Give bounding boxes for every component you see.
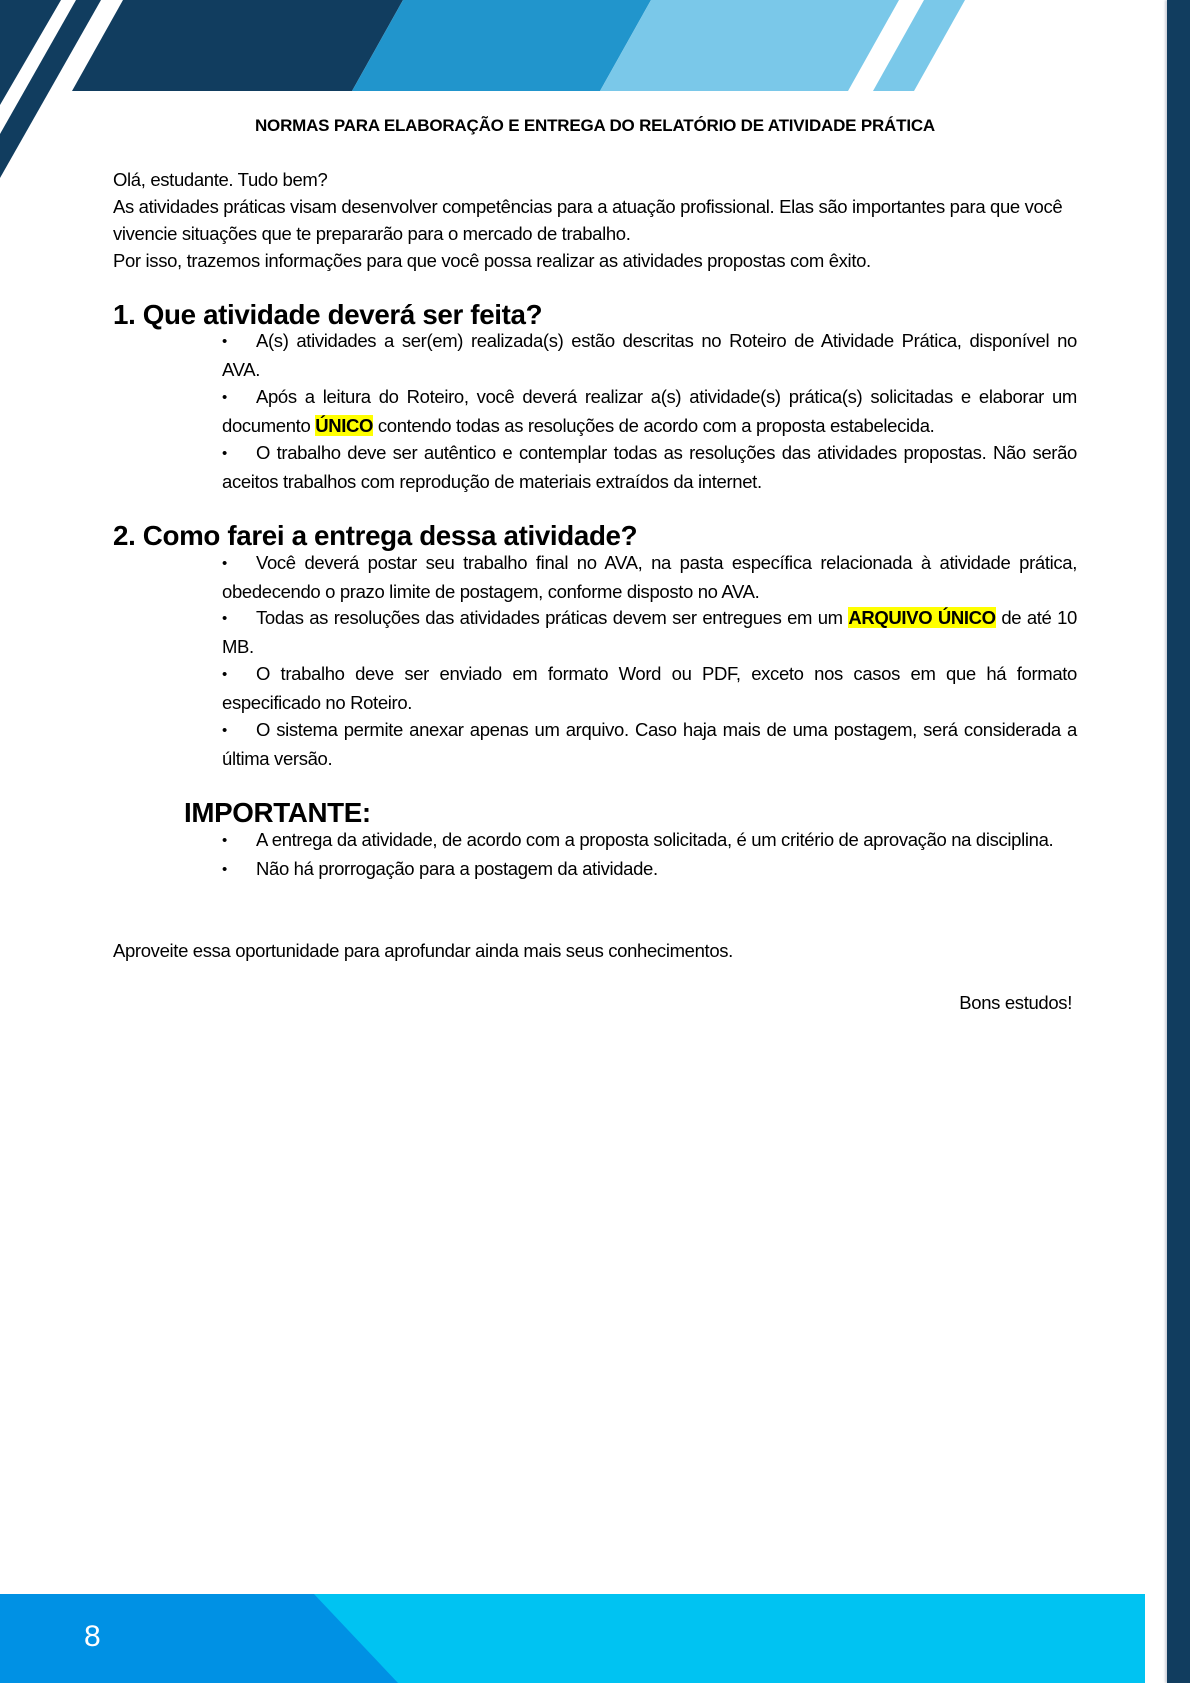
list-item: •Todas as resoluções das atividades práticas devem ser entregues em um ARQUIVO ÚNICO de até 10 MB. (222, 605, 1077, 661)
document-body (113, 113, 1077, 1017)
bullet-icon (222, 328, 256, 357)
bullet-icon (222, 856, 256, 885)
list-item: •A(s) atividades a ser(em) realizada(s) estão descritas no Roteiro de Atividade Prática, disponível no AVA. (222, 328, 1077, 384)
list-item: •Após a leitura do Roteiro, você deverá realizar a(s) atividade(s) prática(s) solicitadas e elaborar um documento ÚNICO contendo todas as resoluções de acordo com a proposta estabelecida. (222, 384, 1077, 440)
footer-bar (0, 1594, 1145, 1683)
section-2-list (222, 550, 1077, 773)
closing-text: Aproveite essa oportunidade para aprofundar ainda mais seus conhecimentos. (113, 939, 733, 961)
section-1-heading: 1. Que atividade deverá ser feita? (113, 298, 543, 330)
right-edge-stripe (1167, 0, 1190, 1683)
list-item: •Não há prorrogação para a postagem da atividade. (222, 856, 1077, 885)
section-2-heading: 2. Como farei a entrega dessa atividade? (113, 519, 638, 551)
header-navy-band (72, 0, 403, 91)
document-title: NORMAS PARA ELABORAÇÃO E ENTREGA DO RELATÓRIO DE ATIVIDADE PRÁTICA (254, 116, 936, 135)
greeting: Olá, estudante. Tudo bem? (113, 169, 328, 190)
list-item: •O trabalho deve ser autêntico e contemplar todas as resoluções das atividades propostas. Não serão aceitos trabalhos com reprodução de materiais extraídos da internet. (222, 440, 1077, 496)
important-heading: IMPORTANTE: (184, 796, 371, 828)
bullet-icon (222, 550, 256, 579)
bullet-icon (222, 440, 256, 469)
important-list (222, 827, 1077, 885)
list-item: •O trabalho deve ser enviado em formato Word ou PDF, exceto nos casos em que há formato especificado no Roteiro. (222, 661, 1077, 717)
list-item: •A entrega da atividade, de acordo com a proposta solicitada, é um critério de aprovação na disciplina. (222, 827, 1077, 856)
intro-paragraph: As atividades práticas visam desenvolver competências para a atuação profissional. Elas são importantes para que você vivencie situações que te prepararão para o mercado de trabalho. (113, 195, 1063, 244)
list-item: •Você deverá postar seu trabalho final no AVA, na pasta específica relacionada à atividade prática, obedecendo o prazo limite de postagem, conforme disposto no AVA. (222, 550, 1077, 606)
section-1-list (222, 328, 1077, 495)
bullet-icon (222, 717, 256, 746)
header-medium-blue-band (352, 0, 651, 91)
bullet-icon (222, 605, 256, 634)
bullet-icon (222, 384, 256, 413)
header-light-blue-band (600, 0, 899, 91)
bullet-icon (222, 827, 256, 856)
intro-paragraph-2: Por isso, trazemos informações para que você possa realizar as atividades propostas com êxito. (113, 249, 871, 271)
page-number: 8 (84, 1620, 101, 1653)
list-item: •O sistema permite anexar apenas um arquivo. Caso haja mais de uma postagem, será considerada a última versão. (222, 717, 1077, 773)
highlighted-text: ARQUIVO ÚNICO (848, 607, 996, 629)
footer-cyan-section (314, 1594, 1145, 1683)
sign-off: Bons estudos! (959, 992, 1072, 1014)
bullet-icon (222, 661, 256, 690)
highlighted-text: ÚNICO (315, 415, 374, 437)
